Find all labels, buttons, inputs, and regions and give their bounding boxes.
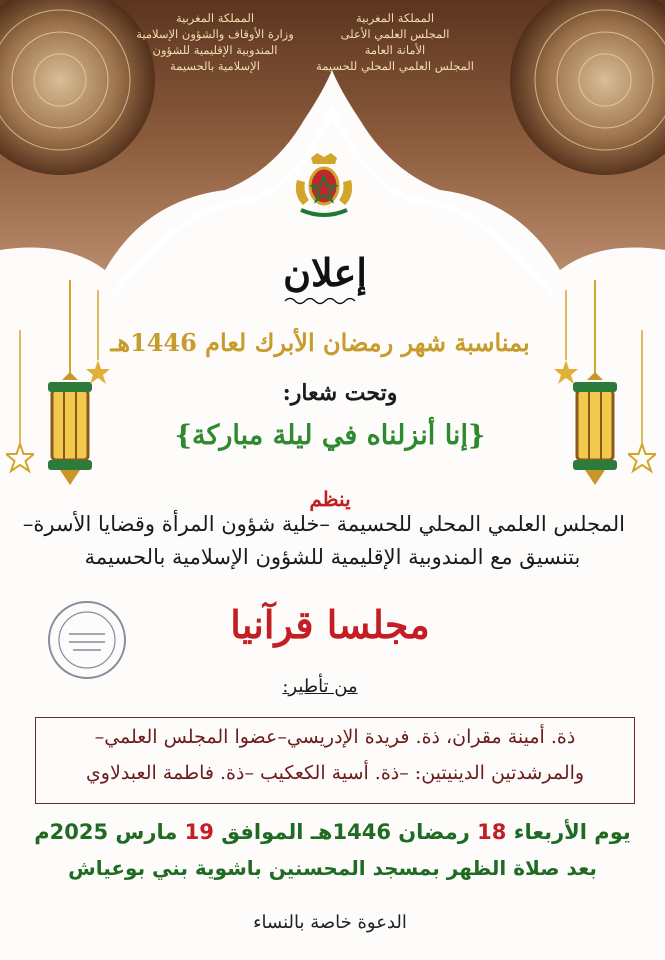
event-title: مجلسا قرآنيا (230, 602, 430, 647)
event-date (20, 820, 645, 844)
hanging-star-icon (6, 330, 34, 475)
organizer-line: المجلس العلمي المحلي للحسيمة –خلية شؤون المرأة وقضايا الأسرة– (22, 512, 625, 536)
council-stamp-icon (45, 598, 129, 682)
speakers-line: والمرشدتين الدينيتين: –ذة. أسية الكعكيب –ذة. فاطمة العبدلاوي (85, 762, 585, 784)
supervision-label: من تأطير: (282, 676, 358, 697)
slogan-label: وتحت شعار: (282, 380, 398, 406)
organizes-label: ينظم (309, 487, 351, 511)
event-location: بعد صلاة الظهر بمسجد المحسنين باشوية بني بوعياش (68, 856, 597, 880)
hanging-star-icon (628, 330, 656, 475)
occasion-line: بمناسبة شهر رمضان الأبرك لعام 1446هـ (110, 328, 530, 357)
organizer-line: بتنسيق مع المندوبية الإقليمية للشؤون الإسلامية بالحسيمة (84, 545, 581, 569)
invitation-note: الدعوة خاصة بالنساء (253, 912, 407, 933)
header-left-line: المندوبية الإقليمية للشؤون (152, 43, 278, 57)
date-gregorian: مارس 2025م (34, 820, 178, 844)
calligraphy-flourish-icon (280, 296, 370, 306)
hanging-star-icon (554, 290, 578, 385)
header-left-institution (95, 10, 335, 74)
header-right-line: المملكة المغربية (355, 11, 435, 25)
date-day: يوم الأربعاء (513, 820, 631, 844)
moroccan-coat-of-arms-icon (289, 150, 359, 220)
slogan-verse: {إنا أنزلناه في ليلة مباركة} (174, 420, 486, 451)
date-greg-number: 19 (184, 820, 214, 844)
header-left-line: الإسلامية بالحسيمة (170, 59, 260, 73)
announcement-title: إعلان (283, 250, 367, 295)
date-day-number: 18 (477, 820, 507, 844)
speakers-box (35, 717, 635, 804)
header-left-line: المملكة المغربية (175, 11, 255, 25)
speakers-line: ذة. أمينة مقران، ذة. فريدة الإدريسي–عضوا المجلس العلمي– (94, 726, 576, 748)
header-right-line: المجلس العلمي المحلي للحسيمة (316, 59, 474, 73)
header-left-line: وزارة الأوقاف والشؤون الإسلامية (136, 27, 294, 41)
hanging-star-icon (86, 290, 110, 385)
header-right-line: الأمانة العامة (364, 43, 426, 57)
header-right-line: المجلس العلمي الأعلى (340, 27, 450, 41)
date-hijri: رمضان 1446هـ الموافق (221, 820, 470, 844)
